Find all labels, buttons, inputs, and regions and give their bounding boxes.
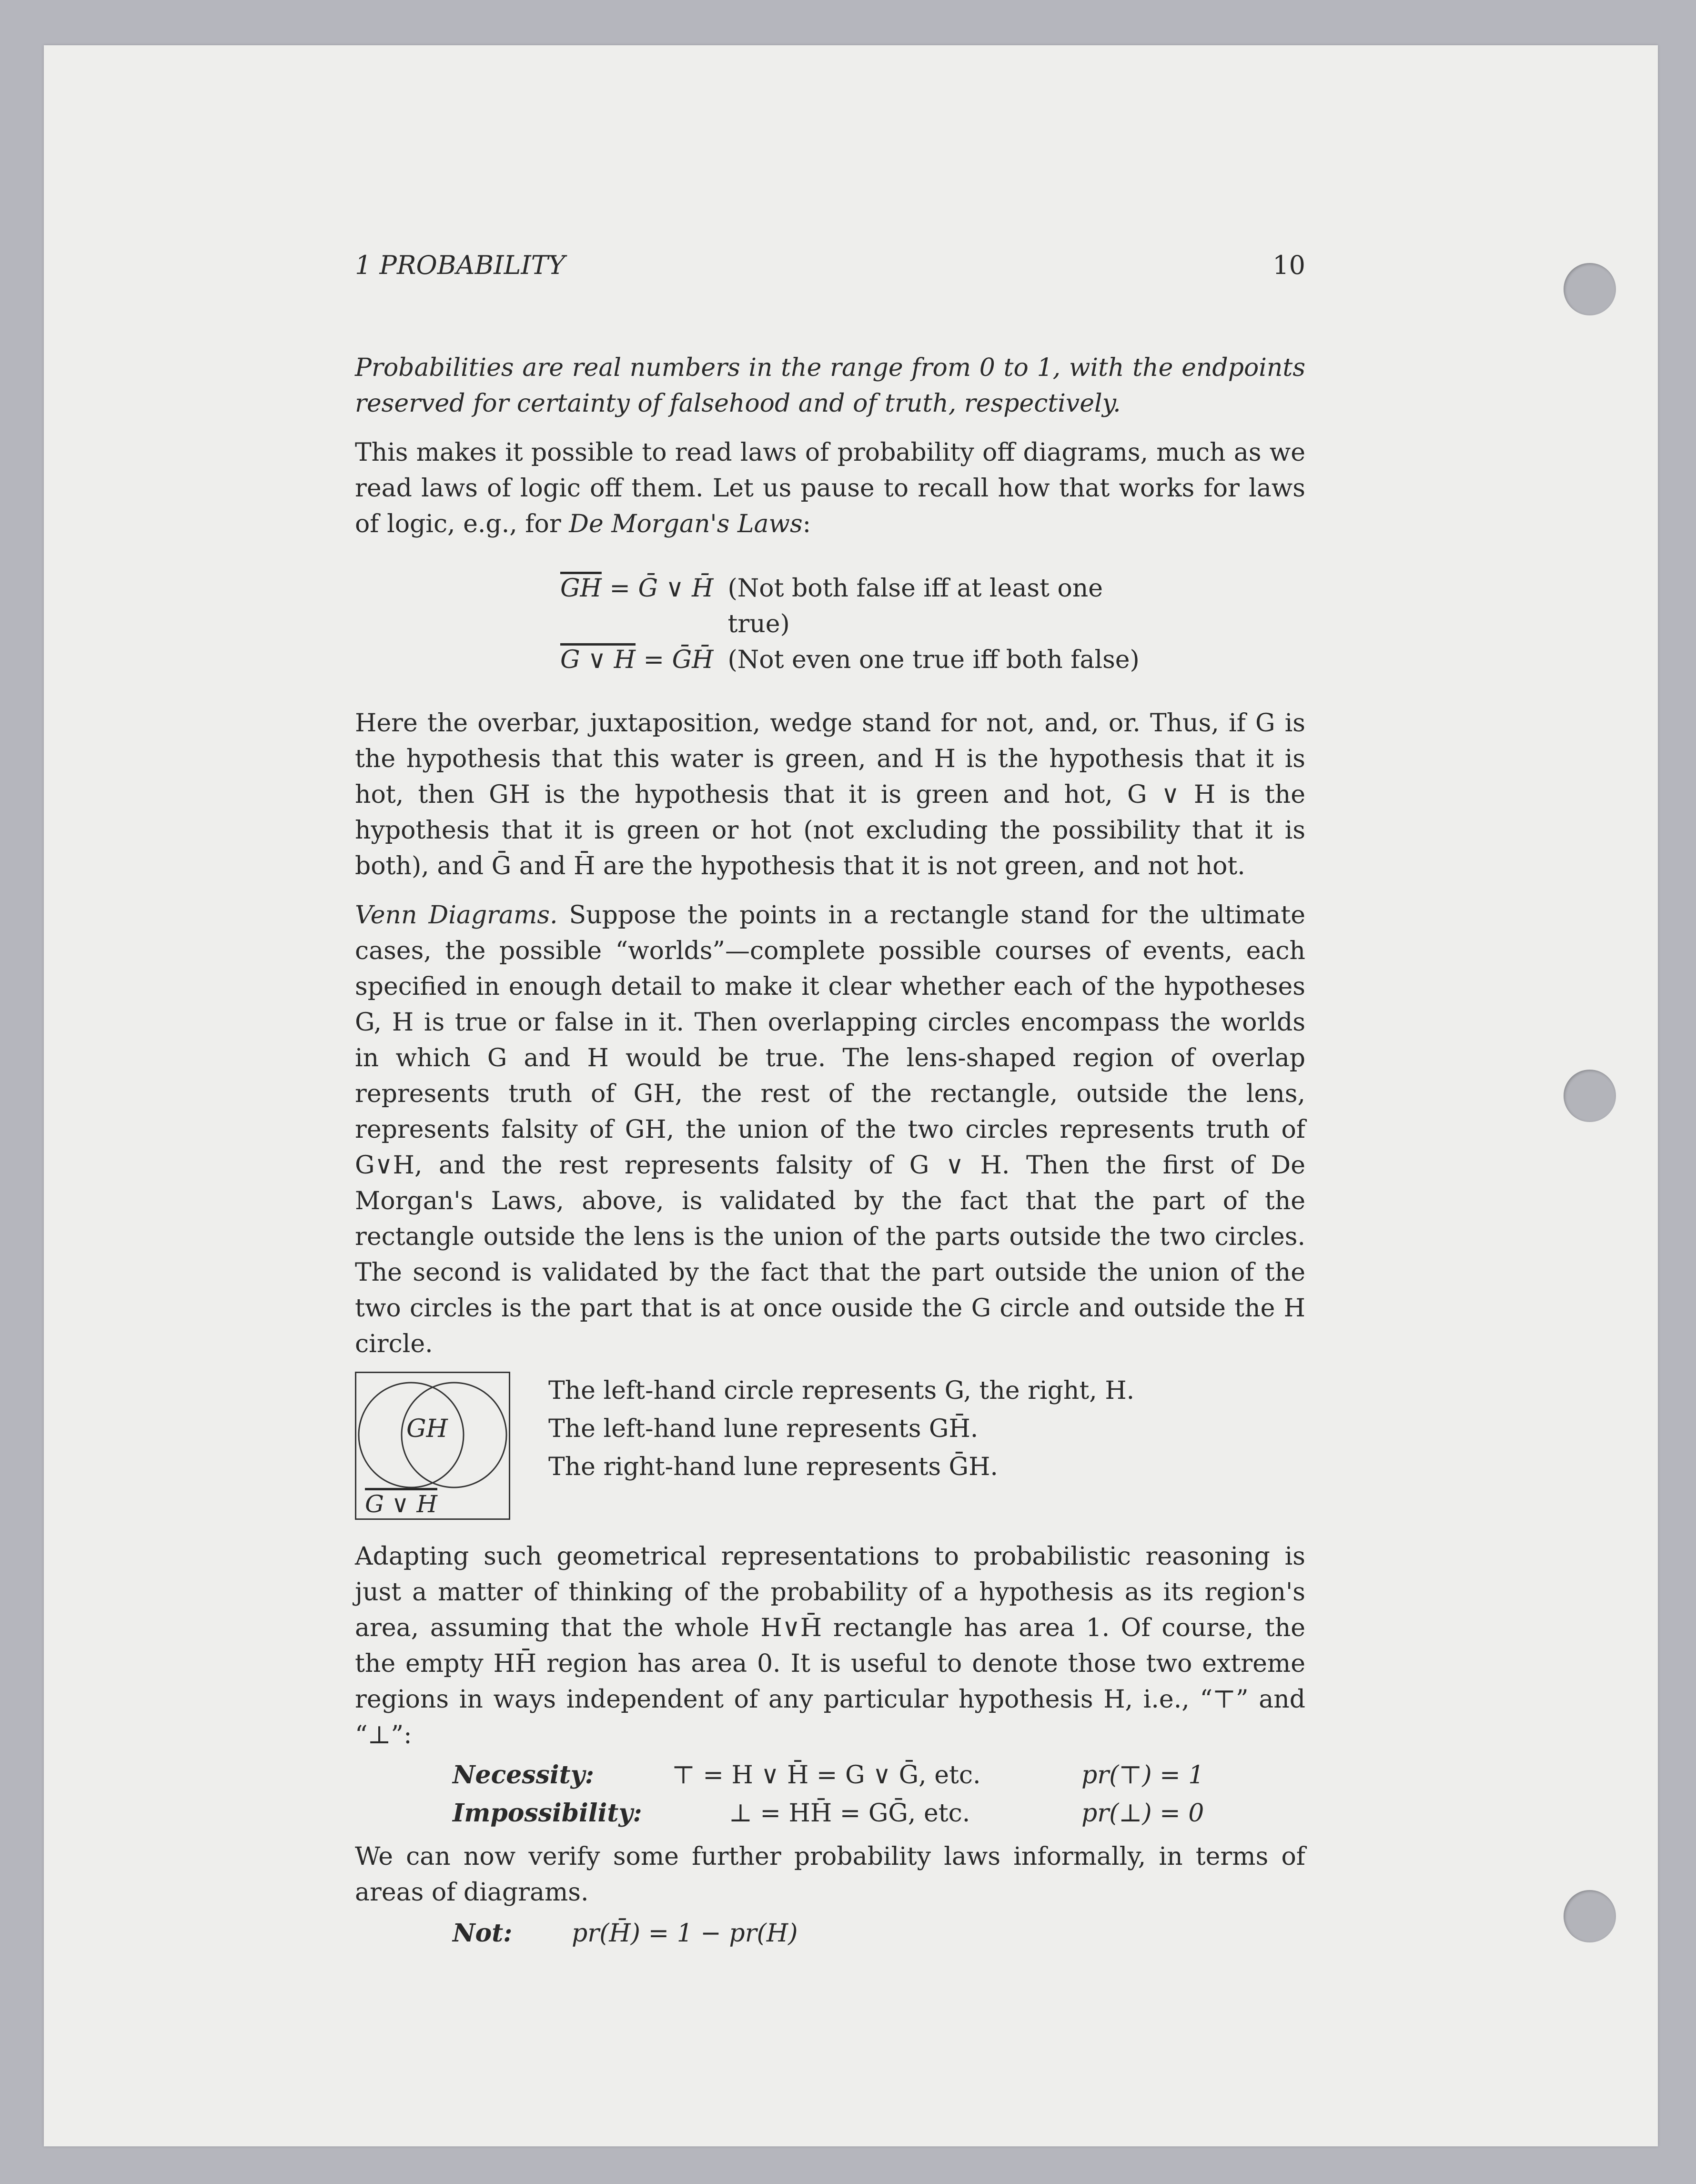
de-morgan-equations bbox=[355, 571, 1305, 678]
venn-center-label: GH bbox=[406, 1415, 448, 1443]
paragraph-verify: We can now verify some further probability laws informally, in terms of areas of diagrams. bbox=[355, 1842, 1305, 1907]
law-impossibility: Impossibility: ⊥ = HH̄ = GḠ, etc. pr(⊥) = 0 bbox=[453, 1799, 1204, 1828]
paragraph-notation: Here the overbar, juxtaposition, wedge stand for not, and, or. Thus, if G is the hypothesis that this water is green, and H is the hypothesis that it is hot, then GH is the hypothesis that it is green and hot, G ∨ H is the hypothesis that it is green or hot (not excluding the possibility that it is both), and Ḡ and H̄ are the hypothesis that it is not green, and not hot. bbox=[355, 709, 1305, 880]
venn-figure bbox=[355, 1372, 1305, 1520]
paragraph-venn: Venn Diagrams. Suppose the points in a rectangle stand for the ultimate cases, the possible “worlds”—complete possible courses of events, each specified in enough detail to make it clear whether each of the hypotheses G, H is true or false in it. Then overlapping circles encompass the worlds in which G and H would be true. The lens-shaped region of overlap represents truth of GH, the rest of the rectangle, outside the lens, represents falsity of GH, the union of the two circles represents truth of G∨H, and the rest represents falsity of G ∨ H. Then the first of De Morgan's Laws, above, is validated by the fact that the part of the rectangle outside the lens is the union of the parts outside the two circles. The second is validated by the fact that the part outside the union of the two circles is the part that is at once ouside the G circle and outside the H circle. bbox=[355, 901, 1305, 1358]
paragraph-area: Adapting such geometrical representations to probabilistic reasoning is just a matter of thinking of the probability of a hypothesis as its region's area, assuming that the whole H∨H̄ rectangle has area 1. Of course, the the empty HH̄ region has area 0. It is useful to denote those two extreme regions in ways independent of any particular hypothesis H, i.e., “⊤” and “⊥”: bbox=[355, 1542, 1305, 1749]
laws-table bbox=[355, 1757, 1305, 1833]
law-not: Not: pr(H̄) = 1 − pr(H) bbox=[453, 1919, 798, 1948]
intro-statement: Probabilities are real numbers in the range from 0 to 1, with the endpoints reserved for certainty of falsehood and of truth, respectively. bbox=[355, 354, 1305, 418]
venn-line-1: The left-hand circle represents G, the right, H. bbox=[548, 1376, 1135, 1405]
venn-explanation bbox=[548, 1372, 1134, 1486]
venn-line-2: The left-hand lune represents GH̄. bbox=[548, 1415, 979, 1443]
venn-line-3: The right-hand lune represents ḠH. bbox=[548, 1453, 998, 1481]
punch-hole-bottom bbox=[1564, 1890, 1616, 1942]
equation-2: G ∨ H = ḠH̄ (Not even one true iff both false) bbox=[560, 646, 1140, 674]
page-number: 10 bbox=[1272, 250, 1305, 280]
venn-diagram bbox=[355, 1372, 510, 1520]
page-body bbox=[355, 350, 1305, 1953]
de-morgan-term: De Morgan's Laws bbox=[569, 510, 803, 538]
punch-hole-middle bbox=[1564, 1070, 1616, 1122]
paragraph-de-morgan-intro: This makes it possible to read laws of probability off diagrams, much as we read laws of logic off them. Let us pause to recall how that works for laws of logic, e.g., for De Morgan's Laws: bbox=[355, 438, 1305, 538]
running-header bbox=[355, 250, 1305, 288]
law-necessity: Necessity: ⊤ = H ∨ H̄ = G ∨ Ḡ, etc. pr(⊤) = 1 bbox=[453, 1760, 1204, 1790]
venn-term: Venn Diagrams. bbox=[355, 901, 558, 930]
chapter-title: 1 PROBABILITY bbox=[355, 250, 565, 280]
punch-hole-top bbox=[1564, 263, 1616, 315]
venn-caption: G ∨ H bbox=[365, 1490, 437, 1518]
equation-1: $\overline{GH}$ = Ḡ ∨ H̄ (Not both false iff at least one true) bbox=[560, 574, 1103, 638]
